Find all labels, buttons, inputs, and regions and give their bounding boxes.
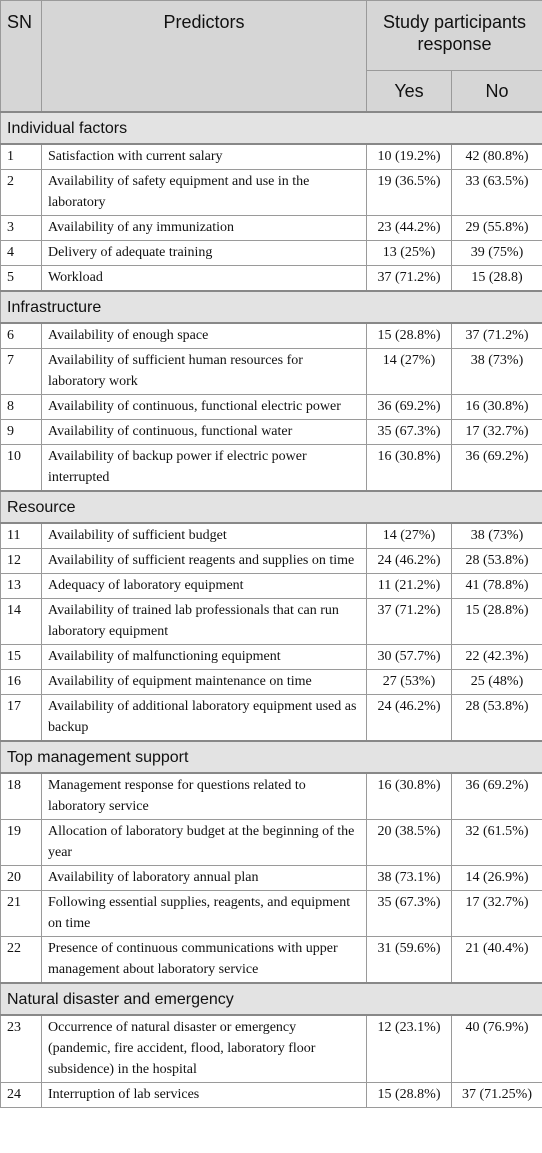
cell-yes: 30 (57.7%) xyxy=(367,645,452,670)
cell-sn: 6 xyxy=(1,323,42,349)
table-row xyxy=(1,241,542,266)
cell-sn: 22 xyxy=(1,937,42,984)
cell-sn: 15 xyxy=(1,645,42,670)
cell-yes: 13 (25%) xyxy=(367,241,452,266)
cell-sn: 19 xyxy=(1,820,42,866)
cell-predictor: Interruption of lab services xyxy=(42,1083,367,1108)
table-body xyxy=(1,112,542,1108)
cell-predictor: Allocation of laboratory budget at the beginning of the year xyxy=(42,820,367,866)
cell-predictor: Delivery of adequate training xyxy=(42,241,367,266)
cell-predictor: Management response for questions related to laboratory service xyxy=(42,773,367,820)
cell-yes: 16 (30.8%) xyxy=(367,445,452,492)
table-row xyxy=(1,645,542,670)
cell-sn: 11 xyxy=(1,523,42,549)
cell-no: 17 (32.7%) xyxy=(452,891,542,937)
cell-sn: 9 xyxy=(1,420,42,445)
cell-sn: 10 xyxy=(1,445,42,492)
cell-no: 14 (26.9%) xyxy=(452,866,542,891)
cell-no: 28 (53.8%) xyxy=(452,695,542,742)
table-row xyxy=(1,891,542,937)
table-row xyxy=(1,445,542,492)
cell-predictor: Availability of laboratory annual plan xyxy=(42,866,367,891)
cell-predictor: Availability of any immunization xyxy=(42,216,367,241)
cell-predictor: Adequacy of laboratory equipment xyxy=(42,574,367,599)
cell-predictor: Availability of sufficient human resources for laboratory work xyxy=(42,349,367,395)
header-yes: Yes xyxy=(367,71,452,113)
cell-no: 36 (69.2%) xyxy=(452,445,542,492)
cell-yes: 37 (71.2%) xyxy=(367,266,452,292)
cell-yes: 19 (36.5%) xyxy=(367,170,452,216)
section-row xyxy=(1,741,542,773)
cell-no: 38 (73%) xyxy=(452,349,542,395)
cell-sn: 5 xyxy=(1,266,42,292)
cell-no: 37 (71.2%) xyxy=(452,323,542,349)
table-row xyxy=(1,349,542,395)
cell-yes: 38 (73.1%) xyxy=(367,866,452,891)
table-row xyxy=(1,216,542,241)
section-row xyxy=(1,291,542,323)
cell-yes: 20 (38.5%) xyxy=(367,820,452,866)
cell-predictor: Availability of equipment maintenance on time xyxy=(42,670,367,695)
cell-sn: 1 xyxy=(1,144,42,170)
section-title: Resource xyxy=(1,491,542,523)
cell-predictor: Workload xyxy=(42,266,367,292)
cell-no: 21 (40.4%) xyxy=(452,937,542,984)
section-title: Top management support xyxy=(1,741,542,773)
cell-no: 25 (48%) xyxy=(452,670,542,695)
cell-no: 33 (63.5%) xyxy=(452,170,542,216)
section-title: Individual factors xyxy=(1,112,542,144)
table-header xyxy=(1,1,542,113)
table-row xyxy=(1,1015,542,1083)
cell-no: 42 (80.8%) xyxy=(452,144,542,170)
cell-no: 39 (75%) xyxy=(452,241,542,266)
cell-no: 32 (61.5%) xyxy=(452,820,542,866)
cell-yes: 35 (67.3%) xyxy=(367,891,452,937)
cell-sn: 14 xyxy=(1,599,42,645)
cell-no: 17 (32.7%) xyxy=(452,420,542,445)
cell-predictor: Availability of additional laboratory equipment used as backup xyxy=(42,695,367,742)
header-study-response: Study participants response xyxy=(367,1,542,71)
cell-predictor: Availability of backup power if electric power interrupted xyxy=(42,445,367,492)
cell-no: 28 (53.8%) xyxy=(452,549,542,574)
cell-yes: 15 (28.8%) xyxy=(367,1083,452,1108)
cell-no: 16 (30.8%) xyxy=(452,395,542,420)
cell-sn: 23 xyxy=(1,1015,42,1083)
table-row xyxy=(1,266,542,292)
cell-sn: 21 xyxy=(1,891,42,937)
table-row xyxy=(1,695,542,742)
cell-sn: 4 xyxy=(1,241,42,266)
cell-predictor: Occurrence of natural disaster or emergency (pandemic, fire accident, flood, laboratory floor subsidence) in the hospital xyxy=(42,1015,367,1083)
cell-no: 38 (73%) xyxy=(452,523,542,549)
cell-yes: 15 (28.8%) xyxy=(367,323,452,349)
table-row xyxy=(1,574,542,599)
header-no: No xyxy=(452,71,542,113)
cell-sn: 3 xyxy=(1,216,42,241)
header-sn: SN xyxy=(1,1,42,113)
section-row xyxy=(1,112,542,144)
cell-predictor: Following essential supplies, reagents, and equipment on time xyxy=(42,891,367,937)
cell-yes: 36 (69.2%) xyxy=(367,395,452,420)
table-row xyxy=(1,420,542,445)
cell-predictor: Satisfaction with current salary xyxy=(42,144,367,170)
cell-yes: 24 (46.2%) xyxy=(367,549,452,574)
cell-sn: 18 xyxy=(1,773,42,820)
table-row xyxy=(1,866,542,891)
cell-sn: 13 xyxy=(1,574,42,599)
cell-sn: 2 xyxy=(1,170,42,216)
cell-yes: 23 (44.2%) xyxy=(367,216,452,241)
cell-yes: 27 (53%) xyxy=(367,670,452,695)
cell-no: 36 (69.2%) xyxy=(452,773,542,820)
table-row xyxy=(1,549,542,574)
cell-predictor: Availability of continuous, functional electric power xyxy=(42,395,367,420)
cell-sn: 16 xyxy=(1,670,42,695)
table-row xyxy=(1,323,542,349)
table-row xyxy=(1,820,542,866)
cell-sn: 12 xyxy=(1,549,42,574)
section-title: Natural disaster and emergency xyxy=(1,983,542,1015)
cell-yes: 16 (30.8%) xyxy=(367,773,452,820)
cell-no: 15 (28.8) xyxy=(452,266,542,292)
table-row xyxy=(1,773,542,820)
cell-predictor: Availability of continuous, functional water xyxy=(42,420,367,445)
cell-no: 41 (78.8%) xyxy=(452,574,542,599)
cell-no: 29 (55.8%) xyxy=(452,216,542,241)
table-row xyxy=(1,144,542,170)
table-row xyxy=(1,670,542,695)
cell-yes: 10 (19.2%) xyxy=(367,144,452,170)
section-title: Infrastructure xyxy=(1,291,542,323)
cell-sn: 17 xyxy=(1,695,42,742)
cell-sn: 24 xyxy=(1,1083,42,1108)
header-predictors: Predictors xyxy=(42,1,367,113)
cell-predictor: Availability of malfunctioning equipment xyxy=(42,645,367,670)
cell-predictor: Availability of trained lab professionals that can run laboratory equipment xyxy=(42,599,367,645)
table-row xyxy=(1,170,542,216)
cell-predictor: Availability of enough space xyxy=(42,323,367,349)
cell-yes: 37 (71.2%) xyxy=(367,599,452,645)
cell-no: 15 (28.8%) xyxy=(452,599,542,645)
table-row xyxy=(1,599,542,645)
cell-predictor: Availability of safety equipment and use in the laboratory xyxy=(42,170,367,216)
cell-yes: 12 (23.1%) xyxy=(367,1015,452,1083)
table-row xyxy=(1,523,542,549)
cell-yes: 35 (67.3%) xyxy=(367,420,452,445)
section-row xyxy=(1,491,542,523)
cell-yes: 14 (27%) xyxy=(367,523,452,549)
cell-sn: 7 xyxy=(1,349,42,395)
cell-yes: 31 (59.6%) xyxy=(367,937,452,984)
cell-sn: 8 xyxy=(1,395,42,420)
table-row xyxy=(1,1083,542,1108)
cell-no: 40 (76.9%) xyxy=(452,1015,542,1083)
cell-yes: 24 (46.2%) xyxy=(367,695,452,742)
cell-predictor: Availability of sufficient budget xyxy=(42,523,367,549)
cell-predictor: Presence of continuous communications with upper management about laboratory service xyxy=(42,937,367,984)
cell-yes: 11 (21.2%) xyxy=(367,574,452,599)
cell-predictor: Availability of sufficient reagents and supplies on time xyxy=(42,549,367,574)
cell-sn: 20 xyxy=(1,866,42,891)
cell-yes: 14 (27%) xyxy=(367,349,452,395)
table-row xyxy=(1,937,542,984)
cell-no: 37 (71.25%) xyxy=(452,1083,542,1108)
table-row xyxy=(1,395,542,420)
cell-no: 22 (42.3%) xyxy=(452,645,542,670)
section-row xyxy=(1,983,542,1015)
